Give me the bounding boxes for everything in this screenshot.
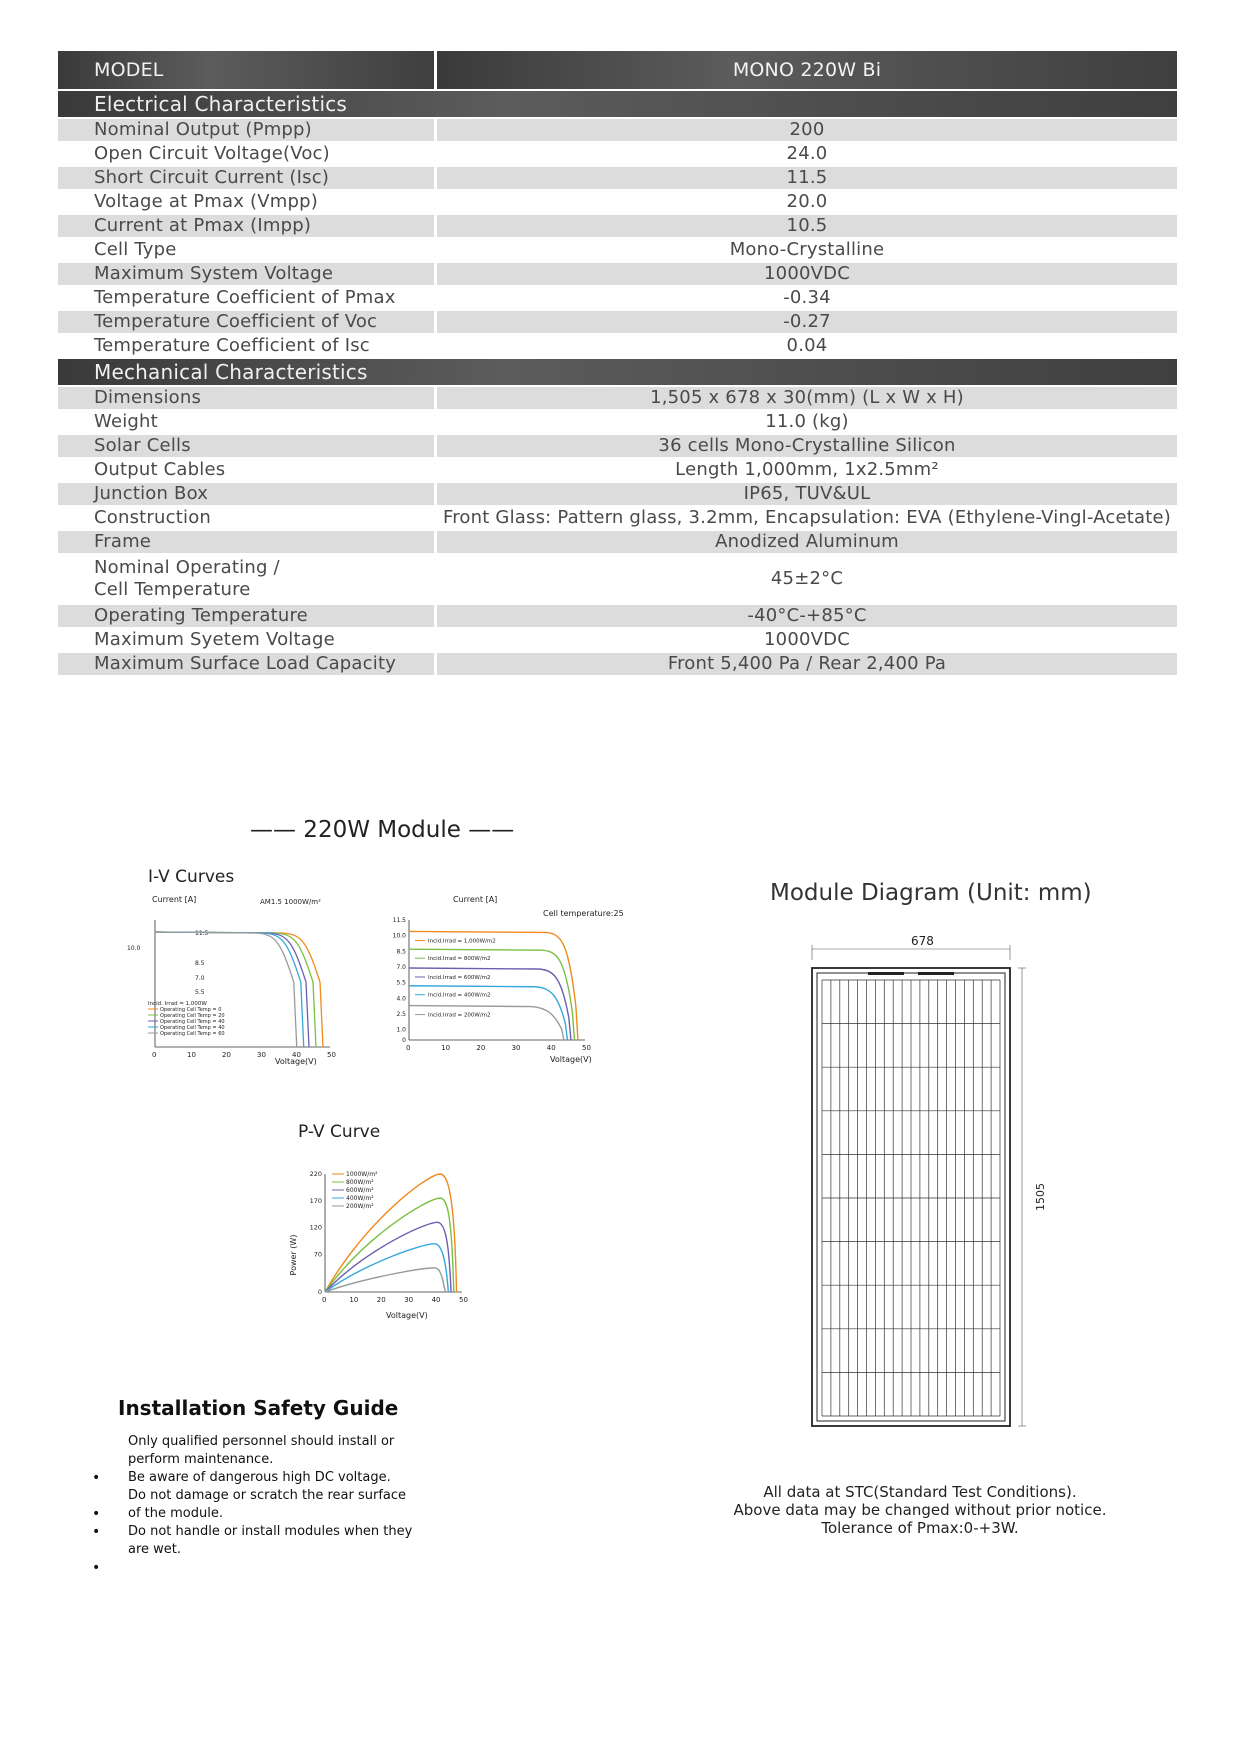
spec-label: Output Cables [58, 459, 434, 481]
iv2-xtick-label: 20 [476, 1044, 486, 1052]
spec-value: 0.04 [434, 335, 1177, 357]
iv1-xtick-label: 10 [187, 1051, 196, 1059]
iv1-legend-label: Operating Cell Temp = 0 [160, 1007, 222, 1013]
spec-row [58, 167, 1177, 189]
spec-value: 20.0 [434, 191, 1177, 213]
stc-notes [700, 1483, 1140, 1537]
spec-value: 11.0 (kg) [434, 411, 1177, 433]
iv2-xlabel: Voltage(V) [550, 1055, 592, 1064]
safety-bullet: • [92, 1506, 101, 1522]
pv-legend-label: 1000W/m² [346, 1171, 378, 1178]
spec-row [58, 483, 1177, 505]
pv-xtick-label: 10 [349, 1296, 359, 1304]
iv1-ytick-label: 5.5 [195, 989, 205, 996]
iv1-annotation: AM1.5 1000W/m² [260, 898, 321, 906]
iv1-legend-label: Operating Cell Temp = 20 [160, 1013, 225, 1019]
safety-bullet: • [92, 1560, 101, 1576]
iv1-legend [148, 1001, 225, 1037]
safety-line: Only qualified personnel should install or [128, 1434, 395, 1449]
spec-label: Construction [58, 507, 434, 529]
spec-row [58, 143, 1177, 165]
pv-xlabel: Voltage(V) [386, 1311, 428, 1320]
spec-label: Operating Temperature [58, 605, 434, 627]
iv2-xtick-label: 40 [546, 1044, 556, 1052]
electrical-title: Electrical Characteristics [58, 91, 1177, 117]
iv2-annotation: Cell temperature:25 [543, 909, 624, 918]
spec-row [58, 119, 1177, 141]
pv-legend-label: 600W/m² [346, 1187, 374, 1194]
spec-row [58, 191, 1177, 213]
spec-label [58, 555, 434, 603]
height-dimension-label: 1505 [1034, 1183, 1047, 1211]
spec-value: 24.0 [434, 143, 1177, 165]
pv-curve-group [325, 1174, 457, 1292]
iv1-legend-label: Operating Cell Temp = 40 [160, 1019, 225, 1025]
spec-label: Temperature Coefficient of Isc [58, 335, 434, 357]
iv1-legend-label: Operating Cell Temp = 40 [160, 1025, 225, 1031]
spec-label: Dimensions [58, 387, 434, 409]
iv2-ytick-group [393, 917, 407, 1044]
spec-row [58, 263, 1177, 285]
spec-value: 45±2°C [434, 555, 1177, 603]
iv2-ytick-label: 7.0 [396, 963, 406, 971]
safety-bullet: • [92, 1470, 101, 1486]
safety-line: Be aware of dangerous high DC voltage. [128, 1470, 391, 1485]
spec-label: Short Circuit Current (Isc) [58, 167, 434, 189]
spec-label: Frame [58, 531, 434, 553]
pv-ytick-label: 170 [309, 1196, 322, 1205]
model-row [58, 51, 1177, 89]
safety-line: of the module. [128, 1506, 223, 1521]
iv2-ytick-label: 4.0 [396, 995, 406, 1003]
pv-curve-title: P-V Curve [298, 1122, 381, 1142]
spec-value: -40°C-+85°C [434, 605, 1177, 627]
spec-label: Voltage at Pmax (Vmpp) [58, 191, 434, 213]
spec-value: Mono-Crystalline [434, 239, 1177, 261]
spec-value: 10.5 [434, 215, 1177, 237]
safety-bullet: • [92, 1524, 101, 1540]
iv1-xtick-label: 30 [257, 1051, 266, 1059]
pv-xtick-label: 30 [404, 1296, 414, 1304]
pv-legend-label: 400W/m² [346, 1195, 374, 1202]
iv2-ytick-label: 1.0 [396, 1026, 406, 1034]
iv2-legend-label: Incid.Irrad = 800W/m2 [428, 956, 491, 963]
model-value: MONO 220W Bi [434, 51, 1177, 89]
pv-xtick-label: 50 [459, 1296, 468, 1304]
iv1-xtick-label: 20 [222, 1051, 231, 1059]
spec-row [58, 215, 1177, 237]
spec-label: Maximum System Voltage [58, 263, 434, 285]
spec-label: Open Circuit Voltage(Voc) [58, 143, 434, 165]
spec-value: Anodized Aluminum [434, 531, 1177, 553]
iv2-ytick-label: 8.5 [396, 948, 406, 956]
pv-xtick-label: 0 [322, 1296, 327, 1304]
spec-table-body [58, 51, 1177, 675]
spec-value: IP65, TUV&UL [434, 483, 1177, 505]
pv-ytick-group [310, 1170, 322, 1296]
spec-value: Length 1,000mm, 1x2.5mm² [434, 459, 1177, 481]
spec-row [58, 239, 1177, 261]
pv-ytick-label: 0 [317, 1288, 322, 1296]
spec-label: Solar Cells [58, 435, 434, 457]
safety-line: perform maintenance. [128, 1452, 274, 1467]
spec-value: 1,505 x 678 x 30(mm) (L x W x H) [434, 387, 1177, 409]
junction-box-right [918, 972, 954, 975]
spec-label: Temperature Coefficient of Pmax [58, 287, 434, 309]
iv2-legend-label: Incid.Irrad = 600W/m2 [428, 975, 491, 981]
iv1-ytick-label: 11.5 [195, 930, 209, 937]
iv2-ytick-label: 10.0 [392, 932, 406, 940]
spec-table [58, 49, 1177, 677]
pv-ytick-label: 70 [313, 1250, 322, 1259]
pv-legend [332, 1171, 378, 1210]
iv1-ytick-label: 7.0 [195, 975, 205, 982]
iv2-legend-label: Incid.Irrad = 1,000W/m2 [428, 938, 496, 945]
safety-line: Do not damage or scratch the rear surface [128, 1488, 407, 1503]
iv2-xtick-group [406, 1044, 591, 1052]
iv1-ytick-label: 8.5 [195, 960, 205, 967]
iv2-ytick-label: 2.5 [396, 1010, 406, 1018]
spec-value: Front 5,400 Pa / Rear 2,400 Pa [434, 653, 1177, 675]
spec-value: 36 cells Mono-Crystalline Silicon [434, 435, 1177, 457]
spec-label: Junction Box [58, 483, 434, 505]
module-diagram [808, 930, 1068, 1432]
iv1-xtick-label: 0 [152, 1051, 157, 1059]
safety-guide-title: Installation Safety Guide [118, 1396, 399, 1420]
model-label: MODEL [58, 51, 434, 89]
spec-value: Front Glass: Pattern glass, 3.2mm, Encapsulation: EVA (Ethylene-Vingl-Acetate) [434, 507, 1177, 529]
note-line: All data at STC(Standard Test Conditions). [763, 1483, 1077, 1501]
module-diagram-title: Module Diagram (Unit: mm) [770, 880, 1092, 906]
pv-chart [282, 1160, 482, 1330]
iv2-ylabel: Current [A] [453, 895, 498, 904]
iv2-legend-label: Incid.Irrad = 400W/m2 [428, 992, 491, 999]
spec-row [58, 387, 1177, 409]
spec-row [58, 287, 1177, 309]
spec-row [58, 459, 1177, 481]
iv2-xtick-label: 0 [406, 1044, 411, 1052]
spec-label: Nominal Output (Pmpp) [58, 119, 434, 141]
iv1-ytick-label: 10.0 [127, 945, 141, 952]
spec-row [58, 411, 1177, 433]
iv1-ylabel: Current [A] [152, 895, 197, 904]
spec-label: Maximum Surface Load Capacity [58, 653, 434, 675]
pv-xtick-label: 20 [376, 1296, 386, 1304]
pv-xtick-label: 40 [431, 1296, 441, 1304]
spec-label: Temperature Coefficient of Voc [58, 311, 434, 333]
junction-box-left [868, 972, 904, 975]
module-title: —— 220W Module —— [250, 817, 515, 843]
pv-legend-label: 800W/m² [346, 1179, 374, 1186]
iv2-xtick-label: 50 [582, 1044, 591, 1052]
mechanical-title: Mechanical Characteristics [58, 359, 1177, 385]
spec-value: 200 [434, 119, 1177, 141]
spec-value: -0.34 [434, 287, 1177, 309]
iv-curves-title: I-V Curves [148, 867, 235, 887]
iv2-ytick-label: 11.5 [392, 917, 406, 924]
iv2-curve-group [409, 931, 578, 1040]
spec-row [58, 605, 1177, 627]
spec-label: Current at Pmax (Impp) [58, 215, 434, 237]
spec-label-line: Cell Temperature [94, 579, 251, 600]
iv1-xtick-label: 40 [292, 1051, 301, 1059]
spec-row [58, 555, 1177, 603]
iv-temp-chart [127, 890, 360, 1070]
safety-line: are wet. [128, 1542, 182, 1557]
module-cell-grid [822, 980, 1000, 1416]
pv-curve [325, 1198, 454, 1292]
pv-legend-label: 200W/m² [346, 1203, 374, 1210]
spec-label: Maximum Syetem Voltage [58, 629, 434, 651]
iv2-xtick-label: 10 [441, 1044, 451, 1052]
spec-row [58, 531, 1177, 553]
pv-xtick-group [322, 1296, 468, 1304]
spec-value: 1000VDC [434, 263, 1177, 285]
safety-guide-text [92, 1433, 432, 1576]
pv-ytick-label: 220 [309, 1170, 322, 1178]
pv-ytick-label: 120 [309, 1223, 322, 1232]
note-line: Above data may be changed without prior notice. [733, 1501, 1107, 1519]
iv-irradiance-chart [385, 890, 625, 1075]
spec-row [58, 311, 1177, 333]
iv1-legend-label: Operating Cell Temp = 60 [160, 1031, 225, 1037]
iv2-ytick-label: 0 [402, 1037, 406, 1044]
spec-row [58, 335, 1177, 357]
iv1-xlabel: Voltage(V) [275, 1057, 317, 1066]
spec-row [58, 507, 1177, 529]
electrical-section-header [58, 91, 1177, 117]
iv1-legend-title: Incid. Irrad = 1,000W [148, 1001, 207, 1007]
iv2-ytick-label: 5.5 [396, 979, 406, 987]
iv2-xtick-label: 30 [511, 1044, 521, 1052]
spec-value: -0.27 [434, 311, 1177, 333]
mechanical-section-header [58, 359, 1177, 385]
spec-label-line: Nominal Operating / [94, 557, 280, 578]
spec-value: 11.5 [434, 167, 1177, 189]
safety-line: Do not handle or install modules when they [128, 1524, 413, 1539]
spec-row [58, 653, 1177, 675]
pv-curve [325, 1222, 451, 1292]
iv2-legend-label: Incid.Irrad = 200W/m2 [428, 1012, 491, 1019]
spec-row [58, 435, 1177, 457]
note-line: Tolerance of Pmax:0-+3W. [821, 1519, 1019, 1537]
iv1-ytick-group [127, 930, 209, 996]
spec-value: 1000VDC [434, 629, 1177, 651]
width-dimension-label: 678 [911, 934, 934, 948]
spec-label: Cell Type [58, 239, 434, 261]
iv1-xtick-label: 50 [327, 1051, 336, 1059]
spec-row [58, 629, 1177, 651]
pv-ylabel: Power (W) [289, 1234, 298, 1276]
spec-label: Weight [58, 411, 434, 433]
iv2-curve [409, 1006, 564, 1040]
safety-lines [128, 1433, 432, 1559]
